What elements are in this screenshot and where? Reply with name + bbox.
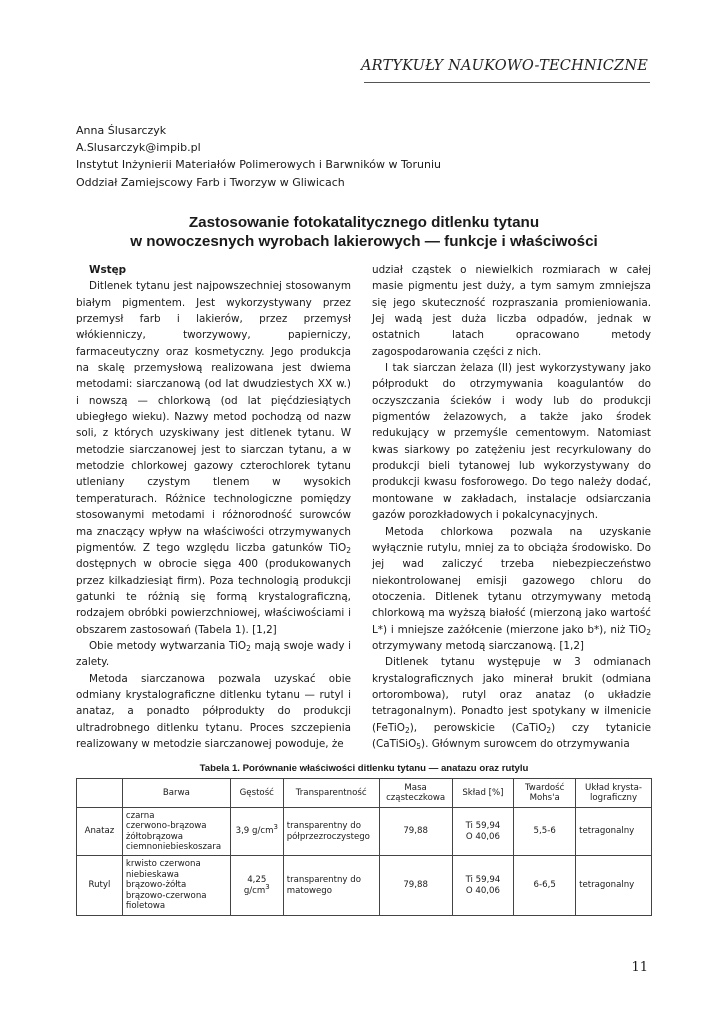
row-mass: 79,88 (379, 856, 452, 916)
row-name: Anataz (77, 808, 123, 856)
comparison-table (76, 778, 652, 916)
article-title-line-2: w nowoczesnych wyrobach lakierowych — funkcje i właściwości (130, 232, 598, 250)
row-transparency: transparentny do półprzezroczystego (283, 808, 379, 856)
table-header-row (77, 779, 652, 808)
paragraph-continued: udział cząstek o niewielkich rozmiarach w całej masie pigmentu jest duży, a tym samym zmniejsza się jego skuteczność rozpraszania promieniowania. Jej wadą jest duża liczba odpadów, jednak w ostatnich latach opracowano metody zagospodarowania części z nich. (372, 264, 651, 358)
table-caption: Tabela 1. Porównanie właściwości ditlenku tytanu — anatazu oraz rutylu (199, 763, 529, 774)
paragraph-intro: Ditlenek tytanu jest najpowszechniej stosowanym białym pigmentem. Jest wykorzystywany przez przemysł farb i lakierów, przez przemysł włókienniczy, tworzywowy, papierniczy, farmaceutyczny oraz kosmetyczny. Jego produkcja na skalę przemysłową realizowana jest dwiema metodami: siarczanową (od lat dwudziestych XX w.) i nowszą — chlorkową (od lat pięćdziesiątych ubiegłego wieku). Nazwy metod pochodzą od nazw soli, z których uzyskiwany jest ditlenek tytanu. W metodzie siarczanowej jest to siarczan tytanu, a w metodzie chlorkowej gazowy czterochlorek tytanu utleniany czystym tlenem w wysokich temperaturach. Różnice technologiczne pomiędzy stosowanymi metodami i różnorodność surowców ma znaczący wpływ na właściwości otrzymywanych pigmentów. Z tego względu liczba gatunków TiO$_2$ dostępnych w obrocie sięga 400 (produkowanych przez kilkadziesiąt firm). Poza technologią produkcji gatunki te różnią się formą krystalograficzną, rodzajem obróbki powierzchniowej, właściwościami i obszarem zastosowań (Tabela 1). [1,2] (76, 280, 351, 636)
row-density: 3,9 $g/cm^3$ (230, 808, 283, 856)
row-transparency: transparentny do matowego (283, 856, 379, 916)
header-masa: Masa cząsteczkowa (379, 779, 452, 808)
paragraph-crystal-forms: Ditlenek tytanu występuje w 3 odmianach krystalograficznych jako minerał brukit (odmiana ortorombowa), rutyl oraz anataz (o układzie tetragonalnym). Ponadto jest spotykany w ilmenicie (FeTiO$_2$), perowskicie (CaTiO$_2$) czy tytanicie (CaTiSiO$_5$). Głównym surowcem do otrzymywania (372, 656, 651, 751)
row-mass: 79,88 (379, 808, 452, 856)
row-name: Rutyl (77, 856, 123, 916)
row-crystal-system: tetragonalny (576, 856, 652, 916)
header-gestosc: Gęstość (230, 779, 283, 808)
paragraph-sulfate-method: Metoda siarczanowa pozwala uzyskać obie odmiany krystalograficzne ditlenku tytanu — rutyl i anataz, a ponadto półprodukty do produkcji ultradrobnego ditlenku tytanu. Proces szczepienia realizowany w metodzie siarczanowej powoduje, że (76, 672, 351, 750)
row-colors: czarna czerwono-brązowa żółtobrązowa ciemnoniebieskoszara (122, 808, 230, 856)
row-colors: krwisto czerwona niebieskawa brązowo-żółta brązowo-czerwona fioletowa (122, 856, 230, 916)
row-hardness: 5,5-6 (514, 808, 576, 856)
header-barwa: Barwa (122, 779, 230, 808)
table-row (77, 808, 652, 856)
author-email[interactable]: A.Slusarczyk@impib.pl (76, 141, 201, 155)
header-rule (364, 82, 650, 83)
header-empty (77, 779, 123, 808)
header-sklad: Skład [%] (452, 779, 514, 808)
author-block (76, 122, 441, 191)
section-heading-wstep: Wstęp (89, 264, 127, 276)
page-number: 11 (631, 960, 648, 975)
article-title (76, 214, 652, 251)
paragraph-methods: Obie metody wytwarzania TiO$_2$ mają swoje wady i zalety. (76, 639, 351, 669)
journal-section-title: ARTYKUŁY NAUKOWO-TECHNICZNE (360, 58, 648, 74)
row-hardness: 6-6,5 (514, 856, 576, 916)
header-twardosc: Twardość Mohs'a (514, 779, 576, 808)
left-column (76, 262, 351, 752)
row-composition: Ti 59,94 O 40,06 (452, 808, 514, 856)
author-department: Oddział Zamiejscowy Farb i Tworzyw w Gliwicach (76, 175, 345, 189)
table-row (77, 856, 652, 916)
author-institute: Instytut Inżynierii Materiałów Polimerowych i Barwników w Toruniu (76, 158, 442, 172)
row-composition: Ti 59,94 O 40,06 (452, 856, 514, 916)
row-crystal-system: tetragonalny (576, 808, 652, 856)
article-title-line-1: Zastosowanie fotokatalitycznego ditlenku tytanu (188, 214, 540, 231)
paragraph-chloride-method: Metoda chlorkowa pozwala na uzyskanie wyłącznie rutylu, mniej za to obciąża środowisko. Do jej wad zaliczyć trzeba niebezpieczeństwo niekontrolowanej emisji gazowego chloru do otoczenia. Ditlenek tytanu otrzymywany metodą chlorkową ma wyższą białość (mierzoną jako wartość L*) i mniejsze zażółcenie (mierzone jako b*), niż TiO$_2$ otrzymywany metodą siarczanową. [1,2] (372, 525, 651, 652)
row-density: 4,25 $g/cm^3$ (230, 856, 283, 916)
right-column (372, 262, 651, 752)
paragraph-iron-sulfate: I tak siarczan żelaza (II) jest wykorzystywany jako półprodukt do otrzymywania koagulantów do oczyszczania ścieków i wody lub do produkcji pigmentów żelazowych, a także jako środek redukujący w przemyśle cementowym. Natomiast kwas siarkowy po zatężeniu jest recyrkulowany do produkcji bieli tytanowej lub wykorzystywany do produkcji kwasu fosforowego. Do tego należy dodać, montowane w zakładach, instalacje odsiarczania gazów porozkładowych i pokalcynacyjnych. (372, 362, 651, 522)
header-uklad: Układ krysta- lograficzny (576, 779, 652, 808)
author-name: Anna Ślusarczyk (76, 124, 167, 137)
header-transparentnosc: Transparentność (283, 779, 379, 808)
